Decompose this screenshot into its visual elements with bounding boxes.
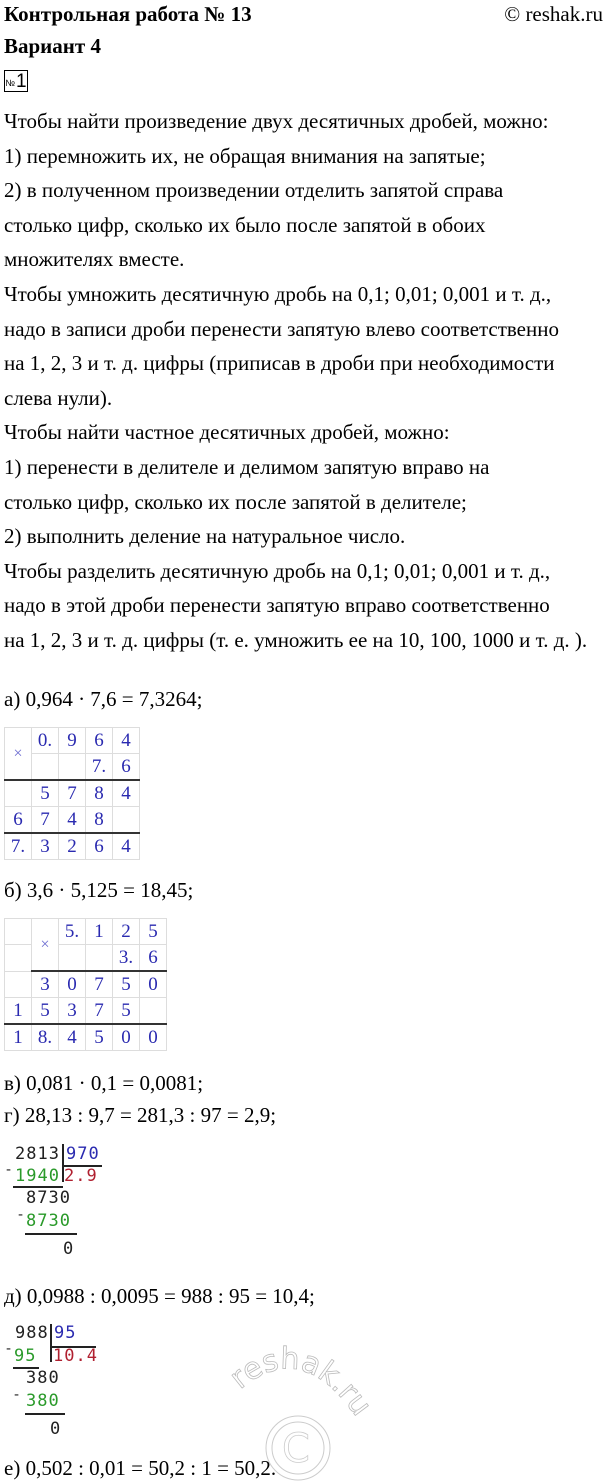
minus-sign: -: [6, 1341, 13, 1357]
digit-cell: 1: [5, 1024, 32, 1051]
multiply-sign: ×: [5, 728, 32, 781]
variant-label: Вариант 4: [4, 34, 101, 58]
digit-cell: 3: [59, 998, 86, 1025]
theory-line: столько цифр, сколько их после запятой в делителе;: [4, 489, 467, 514]
theory-line: Чтобы найти частное десятичных дробей, можно:: [4, 420, 450, 445]
digit-cell: 3: [32, 971, 59, 998]
digit-cell: 0.: [32, 728, 59, 754]
digit-cell: 6: [140, 945, 167, 972]
remainder-1: 380: [26, 1368, 60, 1388]
digit-cell: 5: [32, 998, 59, 1025]
digit-cell: [113, 807, 140, 834]
digit-cell: 6: [86, 728, 113, 754]
digit-cell: 9: [59, 728, 86, 754]
digit-cell: [86, 945, 113, 972]
quotient: 10.4: [53, 1346, 98, 1366]
digit-cell: 0: [113, 1024, 140, 1051]
theory-line: надо в этой дроби перенести запятую вправо соответственно: [4, 593, 550, 618]
subtrahend-1: 95: [14, 1346, 37, 1366]
digit-cell: [5, 780, 32, 807]
digit-cell: [5, 919, 32, 945]
theory-line: на 1, 2, 3 и т. д. цифры (т. е. умножить ее на 10, 100, 1000 и т. д. ).: [4, 627, 588, 652]
digit-cell: 4: [59, 807, 86, 834]
digit-cell: 1: [86, 919, 113, 945]
digit-cell: 7.: [86, 754, 113, 781]
final-remainder: 0: [50, 1419, 62, 1439]
digit-cell: 2: [59, 833, 86, 860]
task-number: 1: [16, 71, 27, 92]
digit-cell: [59, 945, 86, 972]
digit-cell: 7: [32, 807, 59, 834]
digit-cell: 5.: [59, 919, 86, 945]
digit-cell: 7.: [5, 833, 32, 860]
theory-line: Чтобы найти произведение двух десятичных дробей, можно:: [4, 109, 549, 133]
multiplication-table-a: [4, 727, 140, 860]
long-division-d: [0, 1320, 130, 1450]
digit-cell: 7: [59, 780, 86, 807]
digit-cell: 5: [32, 780, 59, 807]
solution-d-equation: д) 0,0988 : 0,0095 = 988 : 95 = 10,4;: [4, 1284, 315, 1308]
digit-cell: 5: [140, 919, 167, 945]
theory-line: слева нули).: [4, 385, 113, 410]
minus-sign: -: [14, 1387, 21, 1403]
dividend: 988: [15, 1323, 49, 1343]
digit-cell: 7: [86, 998, 113, 1025]
digit-cell: 0: [59, 971, 86, 998]
svg-text:reshak.ru: reshak.ru: [223, 1341, 379, 1423]
subtrahend-1: 1940: [15, 1166, 60, 1186]
theory-line: надо в записи дроби перенести запятую влево соответственно: [4, 316, 559, 341]
digit-cell: 3.: [113, 945, 140, 972]
theory-line: Чтобы разделить десятичную дробь на 0,1; 0,01; 0,001 и т. д.,: [4, 558, 551, 583]
multiplication-table-b: [4, 918, 167, 1051]
subtrahend-2: 380: [26, 1391, 60, 1411]
divisor: 970: [66, 1144, 100, 1164]
theory-line: множителях вместе.: [4, 247, 185, 272]
digit-cell: 4: [113, 780, 140, 807]
digit-cell: [59, 754, 86, 781]
division-bar-vertical: [50, 1324, 52, 1362]
digit-cell: 8: [86, 780, 113, 807]
digit-cell: 0: [140, 1024, 167, 1051]
site-credit: © reshak.ru: [504, 2, 603, 26]
solution-b-equation: б) 3,6 · 5,125 = 18,45;: [4, 878, 194, 902]
digit-cell: [5, 945, 32, 972]
digit-cell: 1: [5, 998, 32, 1025]
digit-cell: 5: [86, 1024, 113, 1051]
digit-cell: [140, 998, 167, 1025]
long-division-g: [0, 1140, 130, 1270]
digit-cell: [5, 971, 32, 998]
digit-cell: 8: [86, 807, 113, 834]
final-remainder: 0: [63, 1239, 75, 1259]
theory-text: [4, 104, 604, 658]
numero-sign: №: [5, 78, 16, 88]
digit-cell: [32, 754, 59, 781]
quotient: 2.9: [64, 1166, 98, 1186]
subtraction-line: [25, 1233, 77, 1235]
subtraction-line: [25, 1413, 65, 1415]
solution-g-equation: г) 28,13 : 9,7 = 281,3 : 97 = 2,9;: [4, 1103, 277, 1127]
remainder-1: 8730: [26, 1188, 71, 1208]
digit-cell: 0: [140, 971, 167, 998]
minus-sign: -: [6, 1162, 13, 1178]
digit-cell: 3: [32, 833, 59, 860]
solution-v-equation: в) 0,081 · 0,1 = 0,0081;: [4, 1071, 204, 1095]
digit-cell: 6: [113, 754, 140, 781]
subtrahend-2: 8730: [26, 1211, 71, 1231]
multiply-sign: ×: [32, 919, 59, 972]
digit-cell: 7: [86, 971, 113, 998]
task-number-badge: [4, 70, 28, 92]
digit-cell: 6: [5, 807, 32, 834]
digit-cell: 4: [113, 728, 140, 754]
page-title: Контрольная работа № 13: [4, 2, 252, 26]
theory-line: Чтобы умножить десятичную дробь на 0,1; 0,01; 0,001 и т. д.,: [4, 281, 552, 306]
solution-e-equation: е) 0,502 : 0,01 = 50,2 : 1 = 50,2.: [4, 1456, 277, 1480]
svg-text:C: C: [282, 1426, 310, 1472]
digit-cell: 8.: [32, 1024, 59, 1051]
solution-a-equation: а) 0,964 · 7,6 = 7,3264;: [4, 687, 203, 711]
minus-sign: -: [18, 1207, 25, 1223]
theory-line: на 1, 2, 3 и т. д. цифры (приписав в дроби при необходимости: [4, 351, 555, 376]
theory-line: 1) перемножить их, не обращая внимания на запятые;: [4, 143, 486, 168]
digit-cell: 2: [113, 919, 140, 945]
digit-cell: 5: [113, 998, 140, 1025]
digit-cell: 4: [113, 833, 140, 860]
theory-line: 2) в полученном произведении отделить запятой справа: [4, 178, 504, 203]
divisor: 95: [54, 1323, 77, 1343]
digit-cell: 5: [113, 971, 140, 998]
digit-cell: 4: [59, 1024, 86, 1051]
dividend: 2813: [15, 1144, 60, 1164]
theory-line: столько цифр, сколько их было после запятой в обоих: [4, 212, 486, 237]
theory-line: 1) перенести в делителе и делимом запятую вправо на: [4, 454, 490, 479]
theory-line: 2) выполнить деление на натуральное число.: [4, 524, 406, 549]
digit-cell: 6: [86, 833, 113, 860]
